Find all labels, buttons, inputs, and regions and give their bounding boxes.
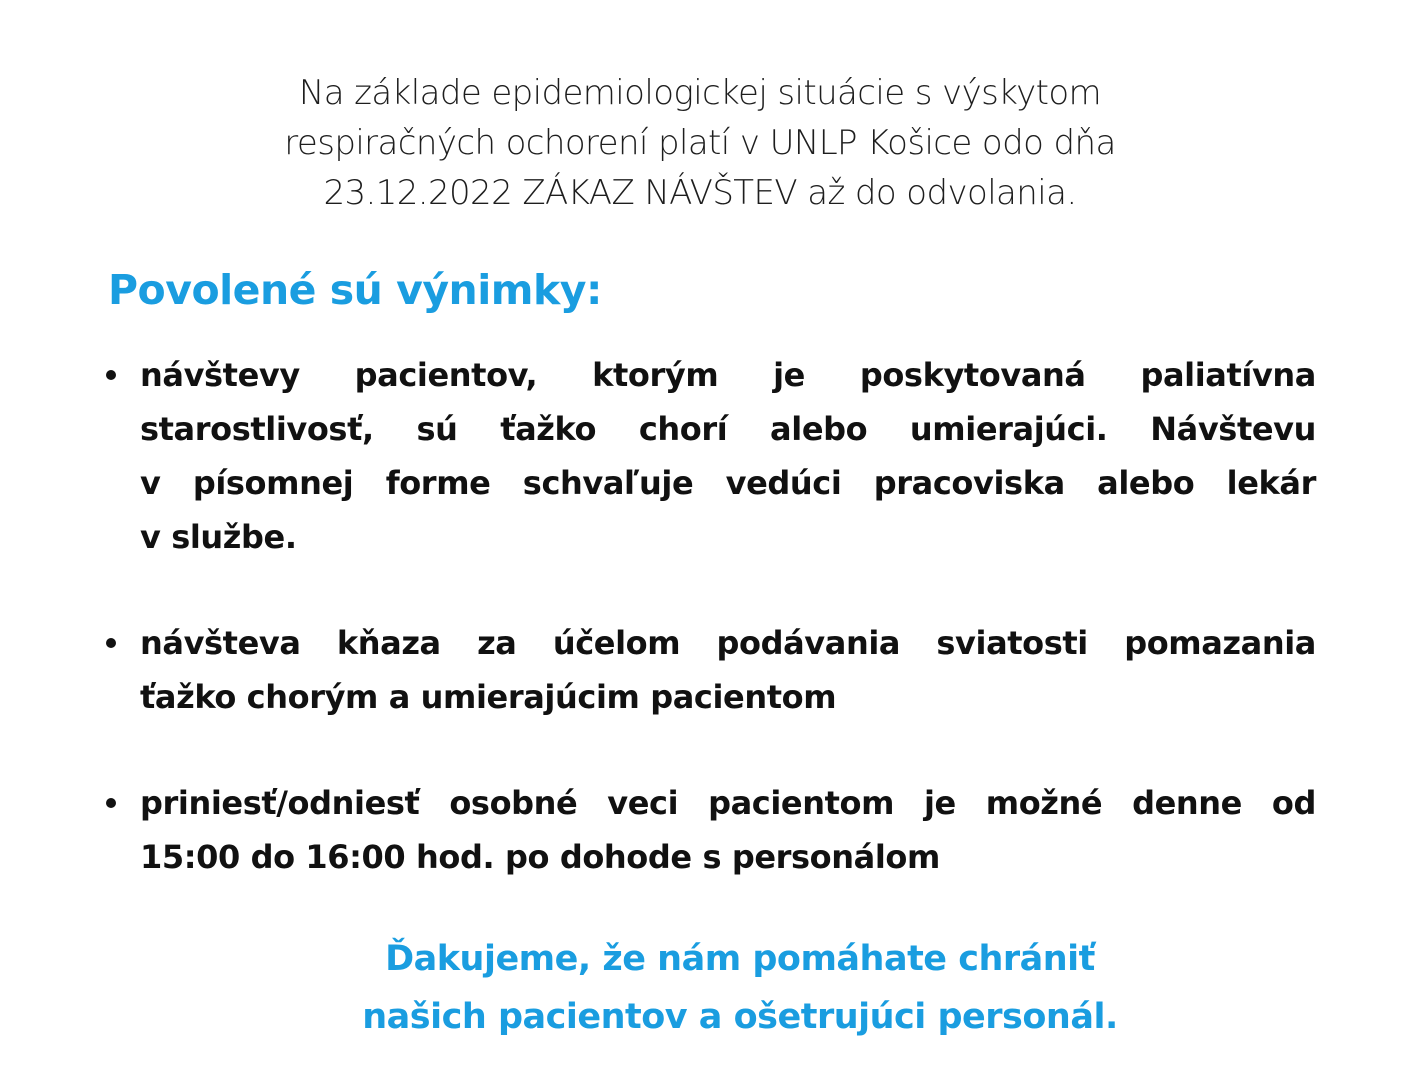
exception-item-palliative: [100, 348, 1316, 564]
thank-you-line: Ďakujeme, že nám pomáhate chrániť: [385, 939, 1095, 979]
notice-line: respiračných ochorení platí v UNLP Košice odo dňa: [284, 123, 1116, 163]
bullet-icon: [106, 370, 116, 380]
thank-you-message: [230, 930, 1250, 1046]
exception-text-line: starostlivosť, sú ťažko chorí alebo umierajúci. Návštevu: [140, 410, 1316, 448]
notice-line: 23.12.2022 ZÁKAZ NÁVŠTEV až do odvolania.: [323, 173, 1077, 213]
exception-item-priest: [100, 616, 1316, 724]
exception-text-line: priniesť/odniesť osobné veci pacientom je možné denne od: [140, 784, 1316, 822]
exceptions-list: [100, 348, 1316, 884]
bullet-icon: [106, 798, 116, 808]
exception-text-line: ťažko chorým a umierajúcim pacientom: [140, 678, 837, 716]
exception-text-line: v písomnej forme schvaľuje vedúci pracoviska alebo lekár: [140, 464, 1316, 502]
exception-item-belongings: [100, 776, 1316, 884]
exception-text-line: návštevy pacientov, ktorým je poskytovaná paliatívna: [140, 356, 1316, 394]
exception-text-line: 15:00 do 16:00 hod. po dohode s personálom: [140, 838, 940, 876]
bullet-icon: [106, 638, 116, 648]
exception-text-line: návšteva kňaza za účelom podávania sviatosti pomazania: [140, 624, 1316, 662]
visiting-ban-notice: [150, 68, 1250, 218]
notice-line: Na základe epidemiologickej situácie s výskytom: [298, 73, 1102, 113]
thank-you-line: našich pacientov a ošetrujúci personál.: [362, 997, 1118, 1037]
exception-text-line: v službe.: [140, 518, 297, 556]
exceptions-heading: Povolené sú výnimky:: [108, 266, 602, 314]
